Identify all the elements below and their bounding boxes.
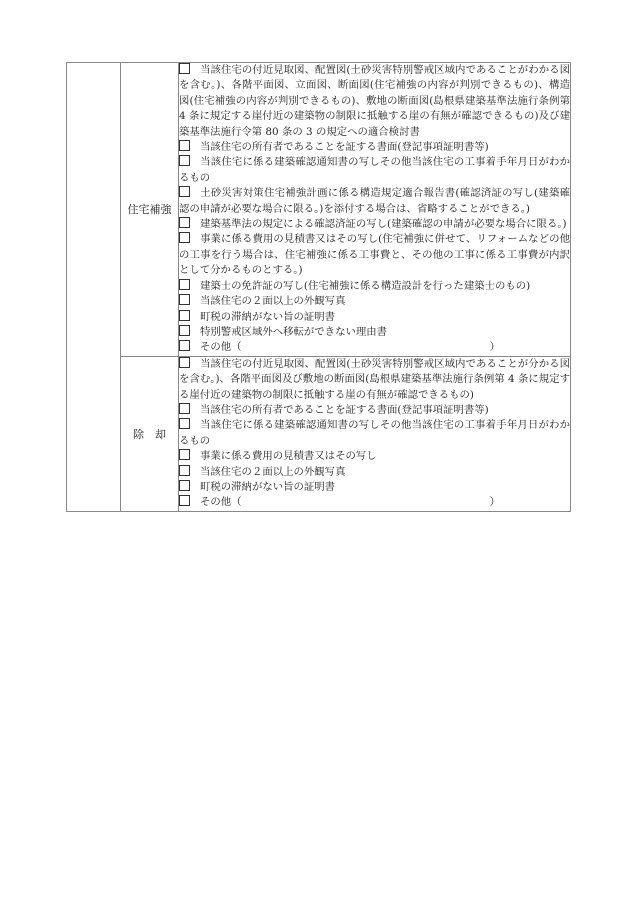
checkbox[interactable]	[179, 155, 190, 166]
checklist-item: 当該住宅の２面以上の外観写真	[179, 294, 570, 309]
section-label-demolition: 除 却	[121, 356, 179, 511]
checklist-item: 建築士の免許証の写し(住宅補強に係る構造設計を行った建築士のもの)	[179, 279, 570, 294]
document-list-demolition	[179, 356, 571, 511]
checklist-item: 町税の滞納がない旨の証明書	[179, 310, 570, 325]
checklist-item: 当該住宅に係る建築確認通知書の写しその他当該住宅の工事着手年月日がわかるもの	[179, 419, 570, 447]
checkbox[interactable]	[179, 140, 190, 151]
checkbox[interactable]	[179, 63, 190, 74]
checkbox[interactable]	[179, 217, 190, 228]
section-row-reinforcement	[67, 63, 571, 357]
checklist-item: 建築基準法の規定による確認済証の写し(建築確認の申請が必要な場合に限る。)	[179, 217, 570, 232]
checklist-item: 当該住宅の付近見取図、配置図(土砂災害特別警戒区域内であることが分かる図を含む。)、各階平面図及び敷地の断面図(島根県建築基準法施行条例第 4 条に規定する崖付近の建築物の制限に抵触する崖の有無が確認できるもの)	[179, 357, 570, 401]
checkbox[interactable]	[179, 340, 190, 351]
checkbox[interactable]	[179, 279, 190, 290]
checkbox[interactable]	[179, 310, 190, 321]
checklist-item: 当該住宅に係る建築確認通知書の写しその他当該住宅の工事着手年月日がわかるもの	[179, 156, 570, 184]
checklist-item: 当該住宅の所有者であることを証する書面(登記事項証明書等)	[179, 140, 570, 155]
section-label-reinforcement: 住宅補強	[121, 63, 179, 357]
checklist-item: 事業に係る費用の見積書又はその写し(住宅補強に併せて、リフォームなどの他の工事を行う場合は、住宅補強に係る工事費と、その他の工事に係る工事費が内訳として分かるものとする。)	[179, 233, 570, 277]
checklist-item: 土砂災害対策住宅補強計画に係る構造規定適合報告書(確認済証の写し(建築確認の申請が必要な場合に限る。)を添付する場合は、省略することができる。)	[179, 187, 570, 215]
checkbox[interactable]	[179, 325, 190, 336]
checklist-item-other: その他（ ）	[179, 340, 570, 355]
checkbox[interactable]	[179, 403, 190, 414]
section-row-demolition	[67, 356, 571, 511]
checkbox[interactable]	[179, 186, 190, 197]
checkbox[interactable]	[179, 480, 190, 491]
checklist-item: 特別警戒区域外へ移転ができない理由書	[179, 325, 570, 340]
checkbox[interactable]	[179, 465, 190, 476]
checkbox[interactable]	[179, 418, 190, 429]
checklist-item: 当該住宅の所有者であることを証する書面(登記事項証明書等)	[179, 403, 570, 418]
checklist-item: 町税の滞納がない旨の証明書	[179, 480, 570, 495]
document-list-reinforcement	[179, 63, 571, 357]
checklist-item: 事業に係る費用の見積書又はその写し	[179, 449, 570, 464]
checkbox[interactable]	[179, 495, 190, 506]
checklist-item: 当該住宅の付近見取図、配置図(土砂災害特別警戒区域内であることがわかる図を含む。)、各階平面図、立面図、断面図(住宅補強の内容が判別できるもの)、構造図(住宅補強の内容が判別できるもの)、敷地の断面図(島根県建築基準法施行条例第 4 条に規定する崖付近の建築物の制限に抵触する崖の有無が確認できるもの)及び建築基準法施行令第 80 条の 3 の規定への適合検討書	[179, 64, 570, 138]
checklist-item-other: その他（ ）	[179, 495, 570, 510]
blank-category-cell	[67, 63, 121, 512]
required-documents-table	[66, 62, 571, 512]
checkbox[interactable]	[179, 357, 190, 368]
checklist-item: 当該住宅の２面以上の外観写真	[179, 465, 570, 480]
checkbox[interactable]	[179, 294, 190, 305]
checkbox[interactable]	[179, 232, 190, 243]
checkbox[interactable]	[179, 449, 190, 460]
